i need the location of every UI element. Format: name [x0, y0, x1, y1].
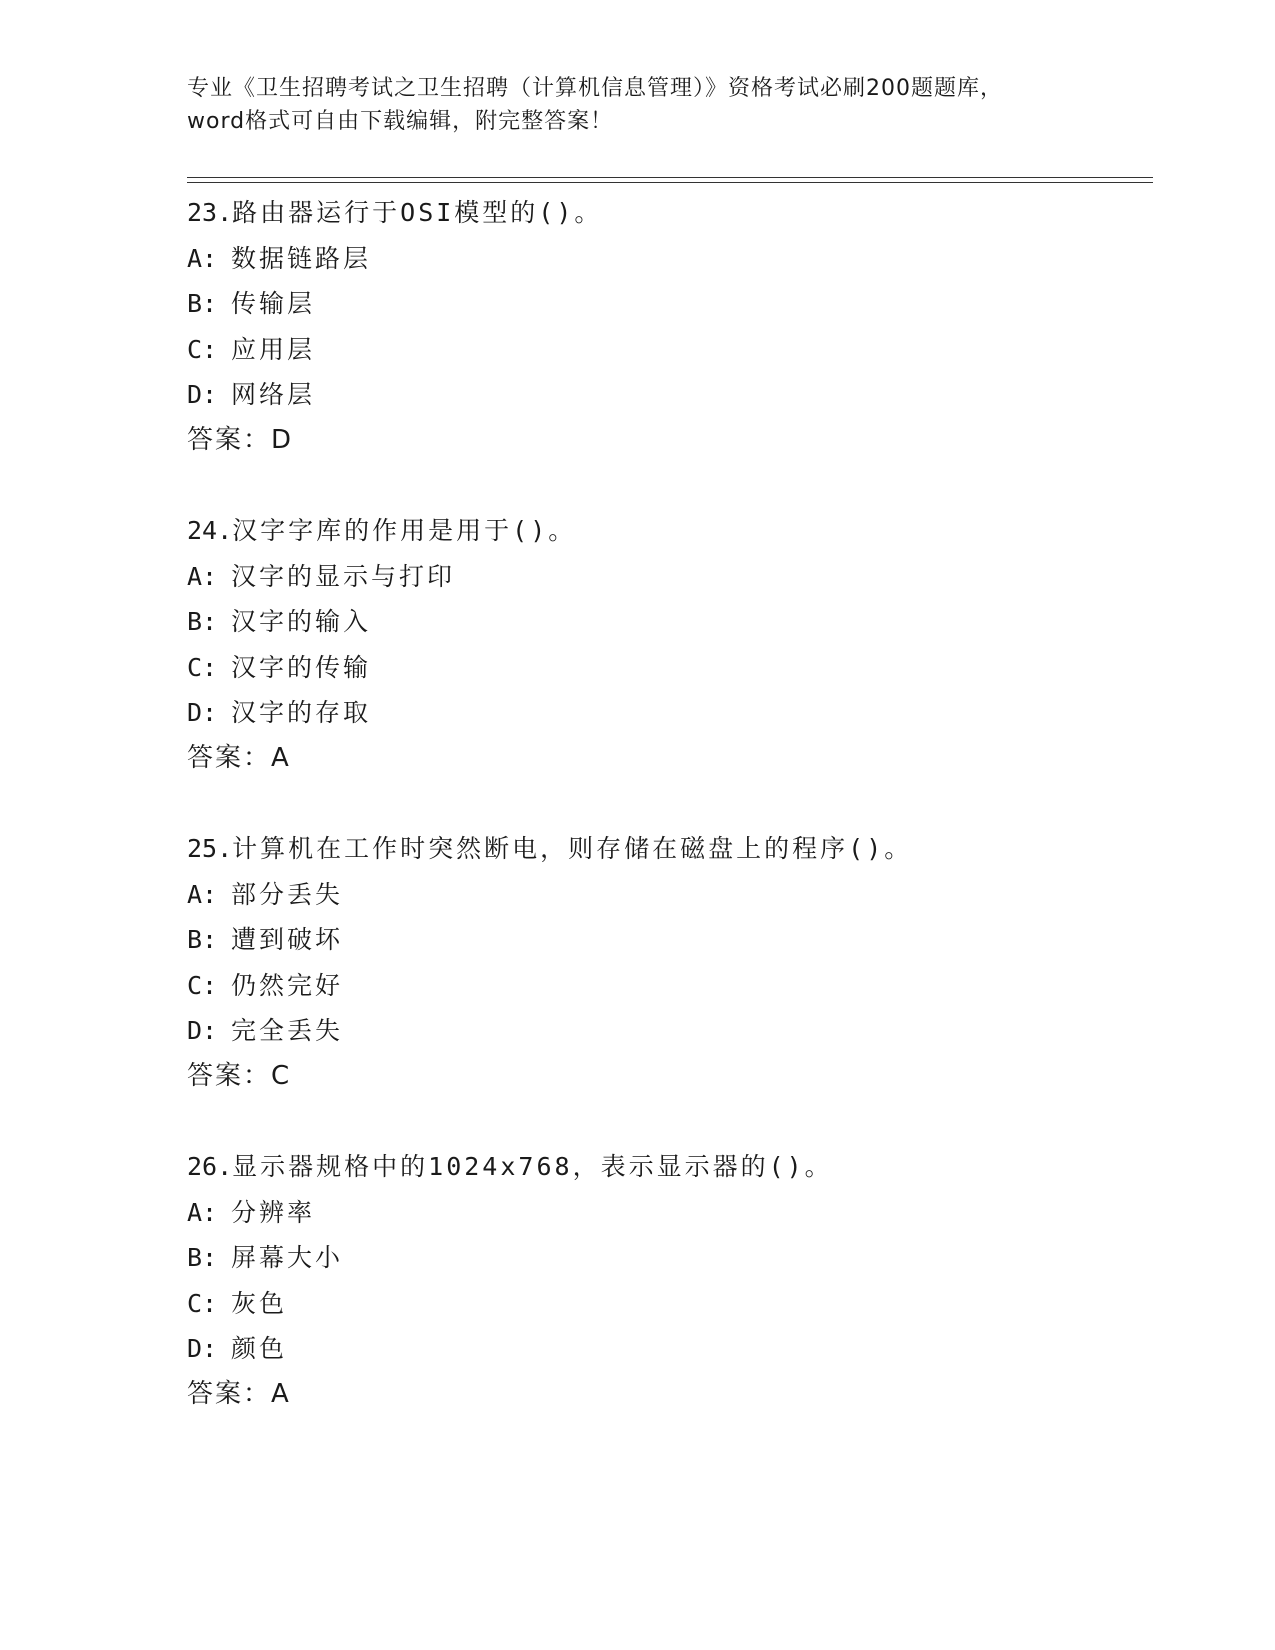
option-text: 数据链路层 — [231, 243, 372, 273]
option-a — [187, 554, 1147, 600]
option-text: 网络层 — [231, 380, 316, 409]
option-text: 汉字的传输 — [231, 652, 372, 682]
answer-value: A — [271, 742, 291, 773]
answer-line — [187, 1054, 1147, 1100]
option-b — [187, 917, 1147, 963]
option-letter: C: — [187, 1288, 218, 1318]
answer-value: D — [271, 424, 294, 455]
question-26 — [187, 1144, 1147, 1417]
question-text: 路由器运行于OSI模型的()。 — [232, 198, 603, 227]
option-c — [187, 1281, 1147, 1327]
question-stem — [187, 508, 1147, 554]
question-stem — [187, 190, 1147, 236]
answer-line — [187, 418, 1147, 464]
question-number: 25. — [187, 834, 233, 863]
option-text: 分辨率 — [231, 1197, 316, 1227]
option-text: 颜色 — [231, 1334, 288, 1363]
option-letter: A: — [187, 243, 218, 273]
option-text: 应用层 — [231, 334, 316, 364]
question-number: 24. — [187, 516, 233, 545]
question-stem — [187, 826, 1147, 872]
answer-value: C — [271, 1060, 292, 1091]
option-text: 传输层 — [231, 289, 316, 318]
answer-label: 答案： — [187, 742, 272, 773]
option-text: 仍然完好 — [231, 970, 344, 1000]
option-text: 屏幕大小 — [231, 1243, 344, 1272]
option-text: 完全丢失 — [231, 1016, 344, 1045]
option-a — [187, 1190, 1147, 1236]
option-b — [187, 281, 1147, 327]
document-header — [187, 72, 1087, 138]
option-letter: A: — [187, 1197, 218, 1227]
question-list — [187, 190, 1147, 1462]
answer-line — [187, 1372, 1147, 1418]
question-text: 计算机在工作时突然断电，则存储在磁盘上的程序()。 — [232, 834, 913, 863]
option-a — [187, 872, 1147, 918]
question-text: 显示器规格中的1024x768，表示显示器的()。 — [232, 1152, 833, 1181]
option-text: 灰色 — [231, 1288, 288, 1318]
answer-label: 答案： — [187, 424, 272, 455]
option-letter: C: — [187, 970, 218, 1000]
option-text: 汉字的显示与打印 — [231, 561, 456, 591]
header-divider-top — [187, 177, 1153, 178]
option-b — [187, 1235, 1147, 1281]
option-letter: A: — [187, 561, 218, 591]
header-line-2: word格式可自由下载编辑，附完整答案！ — [187, 109, 614, 134]
option-d — [187, 690, 1147, 736]
answer-value: A — [271, 1378, 291, 1409]
option-c — [187, 645, 1147, 691]
option-c — [187, 963, 1147, 1009]
answer-label: 答案： — [187, 1378, 272, 1409]
question-number: 26. — [187, 1152, 233, 1181]
option-letter: A: — [187, 879, 218, 909]
option-letter: D: — [187, 1016, 218, 1045]
option-a — [187, 236, 1147, 282]
answer-label: 答案： — [187, 1060, 272, 1091]
header-line-1: 专业《卫生招聘考试之卫生招聘（计算机信息管理）》资格考试必刷200题题库， — [187, 76, 1003, 101]
question-23 — [187, 190, 1147, 463]
question-number: 23. — [187, 198, 233, 227]
option-d — [187, 1326, 1147, 1372]
option-letter: D: — [187, 380, 218, 409]
question-24 — [187, 508, 1147, 781]
option-text: 汉字的存取 — [231, 698, 372, 727]
question-25 — [187, 826, 1147, 1099]
option-c — [187, 327, 1147, 373]
option-d — [187, 372, 1147, 418]
option-b — [187, 599, 1147, 645]
option-letter: C: — [187, 652, 218, 682]
option-letter: B: — [187, 1243, 218, 1272]
option-text: 遭到破坏 — [231, 925, 344, 954]
option-letter: D: — [187, 1334, 218, 1363]
header-divider-bottom — [187, 182, 1153, 183]
question-stem — [187, 1144, 1147, 1190]
option-letter: B: — [187, 607, 218, 636]
option-letter: B: — [187, 925, 218, 954]
option-d — [187, 1008, 1147, 1054]
option-text: 汉字的输入 — [231, 607, 372, 636]
option-letter: D: — [187, 698, 218, 727]
option-letter: C: — [187, 334, 218, 364]
question-text: 汉字字库的作用是用于()。 — [232, 516, 577, 545]
answer-line — [187, 736, 1147, 782]
option-text: 部分丢失 — [231, 879, 344, 909]
option-letter: B: — [187, 289, 218, 318]
